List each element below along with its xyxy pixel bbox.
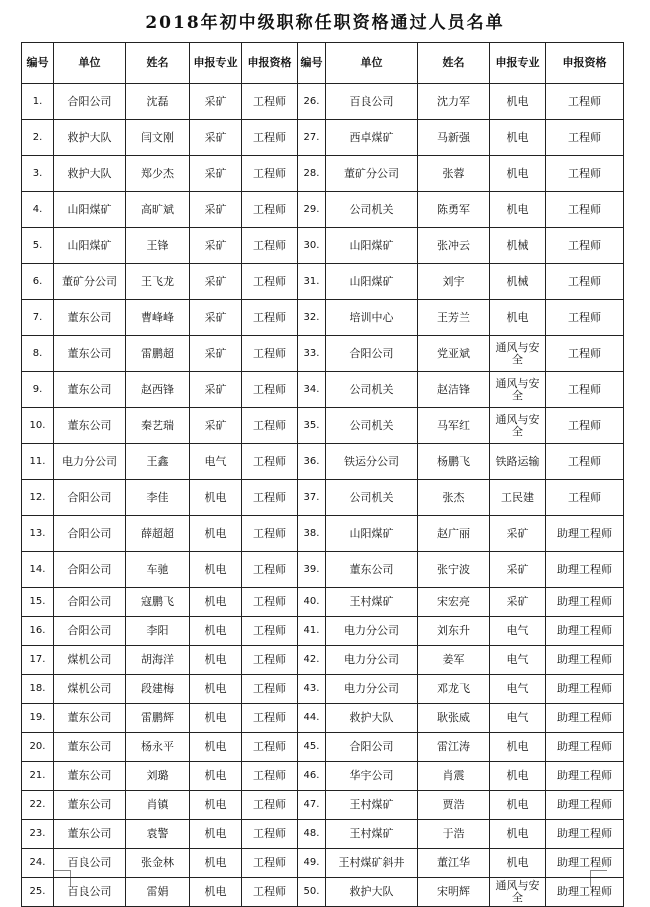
row-number: 6. bbox=[22, 264, 54, 300]
unit-cell: 合阳公司 bbox=[326, 733, 418, 762]
table-row bbox=[22, 516, 624, 552]
specialty-cell: 机电 bbox=[490, 156, 546, 192]
specialty-cell: 采矿 bbox=[190, 372, 242, 408]
unit-cell: 合阳公司 bbox=[326, 336, 418, 372]
roster-table bbox=[21, 42, 624, 907]
row-number: 33. bbox=[298, 336, 326, 372]
qualification-cell: 助理工程师 bbox=[546, 646, 624, 675]
specialty-cell: 采矿 bbox=[190, 336, 242, 372]
specialty-cell: 机电 bbox=[490, 300, 546, 336]
unit-cell: 公司机关 bbox=[326, 192, 418, 228]
name-cell: 刘东升 bbox=[418, 617, 490, 646]
specialty-cell: 机械 bbox=[490, 264, 546, 300]
row-number: 5. bbox=[22, 228, 54, 264]
qualification-cell: 助理工程师 bbox=[546, 762, 624, 791]
qualification-cell: 工程师 bbox=[242, 617, 298, 646]
name-cell: 闫文刚 bbox=[126, 120, 190, 156]
qualification-cell: 工程师 bbox=[242, 588, 298, 617]
qualification-cell: 工程师 bbox=[242, 646, 298, 675]
unit-cell: 山阳煤矿 bbox=[326, 228, 418, 264]
row-number: 25. bbox=[22, 878, 54, 907]
qualification-cell: 工程师 bbox=[242, 791, 298, 820]
name-cell: 张杰 bbox=[418, 480, 490, 516]
name-cell: 刘璐 bbox=[126, 762, 190, 791]
name-cell: 王飞龙 bbox=[126, 264, 190, 300]
row-number: 36. bbox=[298, 444, 326, 480]
unit-cell: 华宇公司 bbox=[326, 762, 418, 791]
row-number: 39. bbox=[298, 552, 326, 588]
unit-cell: 王村煤矿斜井 bbox=[326, 849, 418, 878]
qualification-cell: 工程师 bbox=[242, 480, 298, 516]
name-cell: 张蓉 bbox=[418, 156, 490, 192]
table-row bbox=[22, 228, 624, 264]
row-number: 4. bbox=[22, 192, 54, 228]
row-number: 8. bbox=[22, 336, 54, 372]
table-row bbox=[22, 372, 624, 408]
row-number: 32. bbox=[298, 300, 326, 336]
qualification-cell: 助理工程师 bbox=[546, 820, 624, 849]
row-number: 20. bbox=[22, 733, 54, 762]
specialty-cell: 电气 bbox=[190, 444, 242, 480]
specialty-cell: 机电 bbox=[190, 552, 242, 588]
header-cell: 申报资格 bbox=[546, 43, 624, 84]
unit-cell: 董东公司 bbox=[54, 733, 126, 762]
table-header-row bbox=[22, 43, 624, 84]
header-cell: 申报资格 bbox=[242, 43, 298, 84]
unit-cell: 董矿分公司 bbox=[326, 156, 418, 192]
qualification-cell: 工程师 bbox=[242, 300, 298, 336]
name-cell: 杨永平 bbox=[126, 733, 190, 762]
unit-cell: 山阳煤矿 bbox=[326, 516, 418, 552]
row-number: 22. bbox=[22, 791, 54, 820]
specialty-cell: 机电 bbox=[190, 878, 242, 907]
unit-cell: 煤机公司 bbox=[54, 675, 126, 704]
specialty-cell: 机电 bbox=[190, 646, 242, 675]
row-number: 23. bbox=[22, 820, 54, 849]
unit-cell: 电力分公司 bbox=[326, 617, 418, 646]
unit-cell: 董东公司 bbox=[54, 300, 126, 336]
unit-cell: 合阳公司 bbox=[54, 552, 126, 588]
row-number: 27. bbox=[298, 120, 326, 156]
name-cell: 王鑫 bbox=[126, 444, 190, 480]
row-number: 3. bbox=[22, 156, 54, 192]
unit-cell: 百良公司 bbox=[54, 878, 126, 907]
qualification-cell: 工程师 bbox=[242, 84, 298, 120]
name-cell: 于浩 bbox=[418, 820, 490, 849]
qualification-cell: 工程师 bbox=[546, 300, 624, 336]
unit-cell: 救护大队 bbox=[326, 704, 418, 733]
name-cell: 董江华 bbox=[418, 849, 490, 878]
qualification-cell: 工程师 bbox=[242, 192, 298, 228]
unit-cell: 王村煤矿 bbox=[326, 820, 418, 849]
row-number: 47. bbox=[298, 791, 326, 820]
row-number: 37. bbox=[298, 480, 326, 516]
row-number: 19. bbox=[22, 704, 54, 733]
name-cell: 刘宇 bbox=[418, 264, 490, 300]
specialty-cell: 机电 bbox=[490, 820, 546, 849]
table-row bbox=[22, 675, 624, 704]
unit-cell: 公司机关 bbox=[326, 372, 418, 408]
name-cell: 袁警 bbox=[126, 820, 190, 849]
name-cell: 曹峰峰 bbox=[126, 300, 190, 336]
unit-cell: 董东公司 bbox=[54, 791, 126, 820]
specialty-cell: 机电 bbox=[490, 733, 546, 762]
unit-cell: 培训中心 bbox=[326, 300, 418, 336]
qualification-cell: 工程师 bbox=[242, 849, 298, 878]
unit-cell: 电力分公司 bbox=[326, 646, 418, 675]
qualification-cell: 工程师 bbox=[242, 733, 298, 762]
name-cell: 杨鹏飞 bbox=[418, 444, 490, 480]
name-cell: 雷鹏超 bbox=[126, 336, 190, 372]
row-number: 7. bbox=[22, 300, 54, 336]
specialty-cell: 采矿 bbox=[190, 408, 242, 444]
qualification-cell: 工程师 bbox=[242, 675, 298, 704]
qualification-cell: 工程师 bbox=[242, 516, 298, 552]
specialty-cell: 机电 bbox=[190, 791, 242, 820]
name-cell: 雷江涛 bbox=[418, 733, 490, 762]
unit-cell: 董矿分公司 bbox=[54, 264, 126, 300]
row-number: 28. bbox=[298, 156, 326, 192]
header-cell: 编号 bbox=[22, 43, 54, 84]
row-number: 13. bbox=[22, 516, 54, 552]
row-number: 2. bbox=[22, 120, 54, 156]
qualification-cell: 工程师 bbox=[242, 336, 298, 372]
qualification-cell: 工程师 bbox=[546, 84, 624, 120]
specialty-cell: 机电 bbox=[190, 516, 242, 552]
name-cell: 秦艺瑞 bbox=[126, 408, 190, 444]
qualification-cell: 工程师 bbox=[546, 336, 624, 372]
unit-cell: 救护大队 bbox=[54, 120, 126, 156]
specialty-cell: 采矿 bbox=[190, 156, 242, 192]
row-number: 30. bbox=[298, 228, 326, 264]
row-number: 10. bbox=[22, 408, 54, 444]
table-row bbox=[22, 704, 624, 733]
specialty-cell: 通风与安全 bbox=[490, 408, 546, 444]
name-cell: 王芳兰 bbox=[418, 300, 490, 336]
qualification-cell: 工程师 bbox=[546, 444, 624, 480]
specialty-cell: 铁路运输 bbox=[490, 444, 546, 480]
name-cell: 邓龙飞 bbox=[418, 675, 490, 704]
qualification-cell: 助理工程师 bbox=[546, 704, 624, 733]
unit-cell: 董东公司 bbox=[54, 372, 126, 408]
specialty-cell: 电气 bbox=[490, 646, 546, 675]
name-cell: 党亚斌 bbox=[418, 336, 490, 372]
row-number: 16. bbox=[22, 617, 54, 646]
row-number: 40. bbox=[298, 588, 326, 617]
specialty-cell: 采矿 bbox=[190, 120, 242, 156]
name-cell: 马新强 bbox=[418, 120, 490, 156]
table-row bbox=[22, 791, 624, 820]
unit-cell: 董东公司 bbox=[54, 336, 126, 372]
row-number: 24. bbox=[22, 849, 54, 878]
name-cell: 王锋 bbox=[126, 228, 190, 264]
unit-cell: 董东公司 bbox=[54, 704, 126, 733]
qualification-cell: 工程师 bbox=[242, 264, 298, 300]
row-number: 34. bbox=[298, 372, 326, 408]
specialty-cell: 采矿 bbox=[190, 300, 242, 336]
unit-cell: 公司机关 bbox=[326, 408, 418, 444]
name-cell: 李阳 bbox=[126, 617, 190, 646]
unit-cell: 山阳煤矿 bbox=[326, 264, 418, 300]
row-number: 41. bbox=[298, 617, 326, 646]
qualification-cell: 工程师 bbox=[242, 372, 298, 408]
name-cell: 贾浩 bbox=[418, 791, 490, 820]
qualification-cell: 工程师 bbox=[546, 120, 624, 156]
specialty-cell: 工民建 bbox=[490, 480, 546, 516]
name-cell: 沈磊 bbox=[126, 84, 190, 120]
name-cell: 胡海洋 bbox=[126, 646, 190, 675]
specialty-cell: 电气 bbox=[490, 617, 546, 646]
name-cell: 宋宏亮 bbox=[418, 588, 490, 617]
table-row bbox=[22, 300, 624, 336]
specialty-cell: 通风与安全 bbox=[490, 336, 546, 372]
specialty-cell: 电气 bbox=[490, 704, 546, 733]
row-number: 31. bbox=[298, 264, 326, 300]
unit-cell: 公司机关 bbox=[326, 480, 418, 516]
qualification-cell: 助理工程师 bbox=[546, 516, 624, 552]
table-row bbox=[22, 552, 624, 588]
unit-cell: 铁运分公司 bbox=[326, 444, 418, 480]
table-row bbox=[22, 646, 624, 675]
qualification-cell: 工程师 bbox=[546, 228, 624, 264]
name-cell: 车驰 bbox=[126, 552, 190, 588]
name-cell: 高旷斌 bbox=[126, 192, 190, 228]
unit-cell: 王村煤矿 bbox=[326, 588, 418, 617]
name-cell: 宋明辉 bbox=[418, 878, 490, 907]
row-number: 21. bbox=[22, 762, 54, 791]
header-cell: 申报专业 bbox=[190, 43, 242, 84]
table-row bbox=[22, 444, 624, 480]
qualification-cell: 工程师 bbox=[546, 192, 624, 228]
table-row bbox=[22, 120, 624, 156]
qualification-cell: 工程师 bbox=[546, 480, 624, 516]
row-number: 26. bbox=[298, 84, 326, 120]
unit-cell: 电力分公司 bbox=[326, 675, 418, 704]
name-cell: 段建梅 bbox=[126, 675, 190, 704]
unit-cell: 山阳煤矿 bbox=[54, 192, 126, 228]
row-number: 1. bbox=[22, 84, 54, 120]
table-row bbox=[22, 84, 624, 120]
specialty-cell: 机电 bbox=[490, 762, 546, 791]
unit-cell: 百良公司 bbox=[326, 84, 418, 120]
row-number: 48. bbox=[298, 820, 326, 849]
name-cell: 张宁波 bbox=[418, 552, 490, 588]
row-number: 29. bbox=[298, 192, 326, 228]
row-number: 15. bbox=[22, 588, 54, 617]
qualification-cell: 工程师 bbox=[242, 762, 298, 791]
specialty-cell: 机电 bbox=[190, 849, 242, 878]
header-cell: 申报专业 bbox=[490, 43, 546, 84]
qualification-cell: 工程师 bbox=[546, 264, 624, 300]
qualification-cell: 助理工程师 bbox=[546, 878, 624, 907]
row-number: 46. bbox=[298, 762, 326, 791]
table-row bbox=[22, 264, 624, 300]
name-cell: 张金林 bbox=[126, 849, 190, 878]
specialty-cell: 机械 bbox=[490, 228, 546, 264]
name-cell: 郑少杰 bbox=[126, 156, 190, 192]
specialty-cell: 通风与安全 bbox=[490, 372, 546, 408]
unit-cell: 王村煤矿 bbox=[326, 791, 418, 820]
specialty-cell: 机电 bbox=[490, 849, 546, 878]
row-number: 12. bbox=[22, 480, 54, 516]
name-cell: 赵西锋 bbox=[126, 372, 190, 408]
specialty-cell: 采矿 bbox=[190, 84, 242, 120]
table-row bbox=[22, 408, 624, 444]
unit-cell: 西卓煤矿 bbox=[326, 120, 418, 156]
row-number: 9. bbox=[22, 372, 54, 408]
row-number: 42. bbox=[298, 646, 326, 675]
specialty-cell: 采矿 bbox=[190, 228, 242, 264]
header-cell: 编号 bbox=[298, 43, 326, 84]
name-cell: 马军红 bbox=[418, 408, 490, 444]
row-number: 14. bbox=[22, 552, 54, 588]
qualification-cell: 工程师 bbox=[242, 408, 298, 444]
qualification-cell: 助理工程师 bbox=[546, 617, 624, 646]
name-cell: 肖震 bbox=[418, 762, 490, 791]
page-title: 2018年初中级职称任职资格通过人员名单 bbox=[145, 13, 505, 33]
specialty-cell: 机电 bbox=[190, 820, 242, 849]
specialty-cell: 采矿 bbox=[490, 588, 546, 617]
specialty-cell: 电气 bbox=[490, 675, 546, 704]
unit-cell: 合阳公司 bbox=[54, 84, 126, 120]
unit-cell: 合阳公司 bbox=[54, 480, 126, 516]
row-number: 49. bbox=[298, 849, 326, 878]
unit-cell: 百良公司 bbox=[54, 849, 126, 878]
specialty-cell: 采矿 bbox=[190, 192, 242, 228]
qualification-cell: 助理工程师 bbox=[546, 849, 624, 878]
specialty-cell: 采矿 bbox=[490, 552, 546, 588]
specialty-cell: 机电 bbox=[190, 762, 242, 791]
qualification-cell: 工程师 bbox=[242, 878, 298, 907]
qualification-cell: 助理工程师 bbox=[546, 675, 624, 704]
specialty-cell: 采矿 bbox=[190, 264, 242, 300]
table-row bbox=[22, 733, 624, 762]
table-row bbox=[22, 820, 624, 849]
specialty-cell: 机电 bbox=[190, 480, 242, 516]
name-cell: 陈勇军 bbox=[418, 192, 490, 228]
name-cell: 耿张威 bbox=[418, 704, 490, 733]
specialty-cell: 机电 bbox=[190, 588, 242, 617]
qualification-cell: 工程师 bbox=[242, 120, 298, 156]
row-number: 11. bbox=[22, 444, 54, 480]
qualification-cell: 工程师 bbox=[546, 408, 624, 444]
qualification-cell: 工程师 bbox=[242, 228, 298, 264]
name-cell: 张冲云 bbox=[418, 228, 490, 264]
qualification-cell: 工程师 bbox=[242, 552, 298, 588]
table-row bbox=[22, 762, 624, 791]
header-cell: 姓名 bbox=[126, 43, 190, 84]
qualification-cell: 工程师 bbox=[242, 820, 298, 849]
table-row bbox=[22, 156, 624, 192]
name-cell: 肖镇 bbox=[126, 791, 190, 820]
unit-cell: 合阳公司 bbox=[54, 617, 126, 646]
unit-cell: 董东公司 bbox=[54, 762, 126, 791]
unit-cell: 董东公司 bbox=[54, 820, 126, 849]
row-number: 17. bbox=[22, 646, 54, 675]
table-row bbox=[22, 480, 624, 516]
unit-cell: 电力分公司 bbox=[54, 444, 126, 480]
row-number: 43. bbox=[298, 675, 326, 704]
table-row bbox=[22, 588, 624, 617]
name-cell: 李佳 bbox=[126, 480, 190, 516]
row-number: 38. bbox=[298, 516, 326, 552]
row-number: 18. bbox=[22, 675, 54, 704]
table-row bbox=[22, 878, 624, 907]
header-cell: 姓名 bbox=[418, 43, 490, 84]
name-cell: 薛超超 bbox=[126, 516, 190, 552]
specialty-cell: 机电 bbox=[190, 704, 242, 733]
roster-body bbox=[22, 84, 624, 907]
qualification-cell: 助理工程师 bbox=[546, 552, 624, 588]
unit-cell: 董东公司 bbox=[54, 408, 126, 444]
name-cell: 寇鹏飞 bbox=[126, 588, 190, 617]
qualification-cell: 工程师 bbox=[242, 704, 298, 733]
row-number: 35. bbox=[298, 408, 326, 444]
qualification-cell: 工程师 bbox=[242, 156, 298, 192]
qualification-cell: 工程师 bbox=[242, 444, 298, 480]
row-number: 50. bbox=[298, 878, 326, 907]
unit-cell: 合阳公司 bbox=[54, 588, 126, 617]
unit-cell: 救护大队 bbox=[326, 878, 418, 907]
name-cell: 姜军 bbox=[418, 646, 490, 675]
table-row bbox=[22, 849, 624, 878]
specialty-cell: 机电 bbox=[490, 84, 546, 120]
name-cell: 赵广丽 bbox=[418, 516, 490, 552]
specialty-cell: 机电 bbox=[190, 617, 242, 646]
specialty-cell: 通风与安全 bbox=[490, 878, 546, 907]
table-row bbox=[22, 617, 624, 646]
header-cell: 单位 bbox=[54, 43, 126, 84]
header-cell: 单位 bbox=[326, 43, 418, 84]
unit-cell: 山阳煤矿 bbox=[54, 228, 126, 264]
qualification-cell: 助理工程师 bbox=[546, 791, 624, 820]
specialty-cell: 机电 bbox=[490, 120, 546, 156]
roster-table-container bbox=[21, 42, 624, 907]
qualification-cell: 助理工程师 bbox=[546, 588, 624, 617]
specialty-cell: 采矿 bbox=[490, 516, 546, 552]
specialty-cell: 机电 bbox=[490, 192, 546, 228]
table-row bbox=[22, 192, 624, 228]
name-cell: 沈力军 bbox=[418, 84, 490, 120]
unit-cell: 煤机公司 bbox=[54, 646, 126, 675]
qualification-cell: 工程师 bbox=[546, 372, 624, 408]
qualification-cell: 助理工程师 bbox=[546, 733, 624, 762]
unit-cell: 救护大队 bbox=[54, 156, 126, 192]
specialty-cell: 机电 bbox=[190, 675, 242, 704]
specialty-cell: 机电 bbox=[490, 791, 546, 820]
row-number: 45. bbox=[298, 733, 326, 762]
name-cell: 雷鹏辉 bbox=[126, 704, 190, 733]
name-cell: 赵洁锋 bbox=[418, 372, 490, 408]
row-number: 44. bbox=[298, 704, 326, 733]
qualification-cell: 工程师 bbox=[546, 156, 624, 192]
unit-cell: 合阳公司 bbox=[54, 516, 126, 552]
name-cell: 雷娟 bbox=[126, 878, 190, 907]
unit-cell: 董东公司 bbox=[326, 552, 418, 588]
table-row bbox=[22, 336, 624, 372]
specialty-cell: 机电 bbox=[190, 733, 242, 762]
